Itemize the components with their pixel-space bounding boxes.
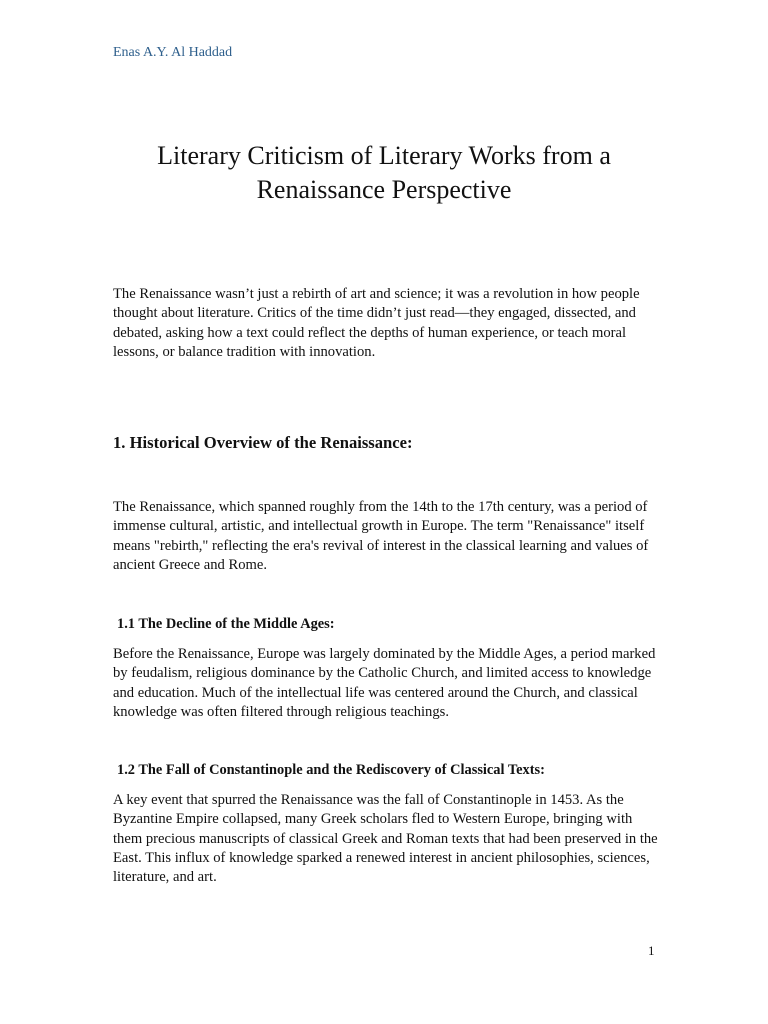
section-1-2-heading: 1.2 The Fall of Constantinople and the Rediscovery of Classical Texts: xyxy=(117,762,545,778)
author-header: Enas A.Y. Al Haddad xyxy=(113,45,233,60)
page-number: 1 xyxy=(648,943,655,958)
section-1-1-heading: 1.1 The Decline of the Middle Ages: xyxy=(117,616,335,632)
section-1-1-paragraph: Before the Renaissance, Europe was largely dominated by the Middle Ages, a period marked by feudalism, religious dominance by the Catholic Church, and limited access to knowledge and education. Much of the intellectual life was centered around the Church, and classical knowledge was often filtered through religious teachings. xyxy=(113,646,656,720)
document-title: Literary Criticism of Literary Works from a Renaissance Perspective xyxy=(157,141,611,204)
section-1-heading: 1. Historical Overview of the Renaissance: xyxy=(113,433,413,452)
intro-paragraph: The Renaissance wasn’t just a rebirth of art and science; it was a revolution in how people thought about literature. Critics of the time didn’t just read—they engaged, dissected, and debated, asking how a text could reflect the depths of human experience, or teach moral lessons, or balance tradition with innovation. xyxy=(113,286,640,360)
section-1-paragraph: The Renaissance, which spanned roughly from the 14th to the 17th century, was a period of immense cultural, artistic, and intellectual growth in Europe. The term "Renaissance" itself means "rebirth," reflecting the era's revival of interest in the classical learning and values of ancient Greece and Rome. xyxy=(113,499,649,573)
section-1-2-paragraph: A key event that spurred the Renaissance was the fall of Constantinople in 1453. As the Byzantine Empire collapsed, many Greek scholars fled to Western Europe, bringing with them precious manuscripts of classical Greek and Roman texts that had been preserved in the East. This influx of knowledge sparked a renewed interest in ancient philosophies, sciences, literature, and art. xyxy=(113,792,658,886)
